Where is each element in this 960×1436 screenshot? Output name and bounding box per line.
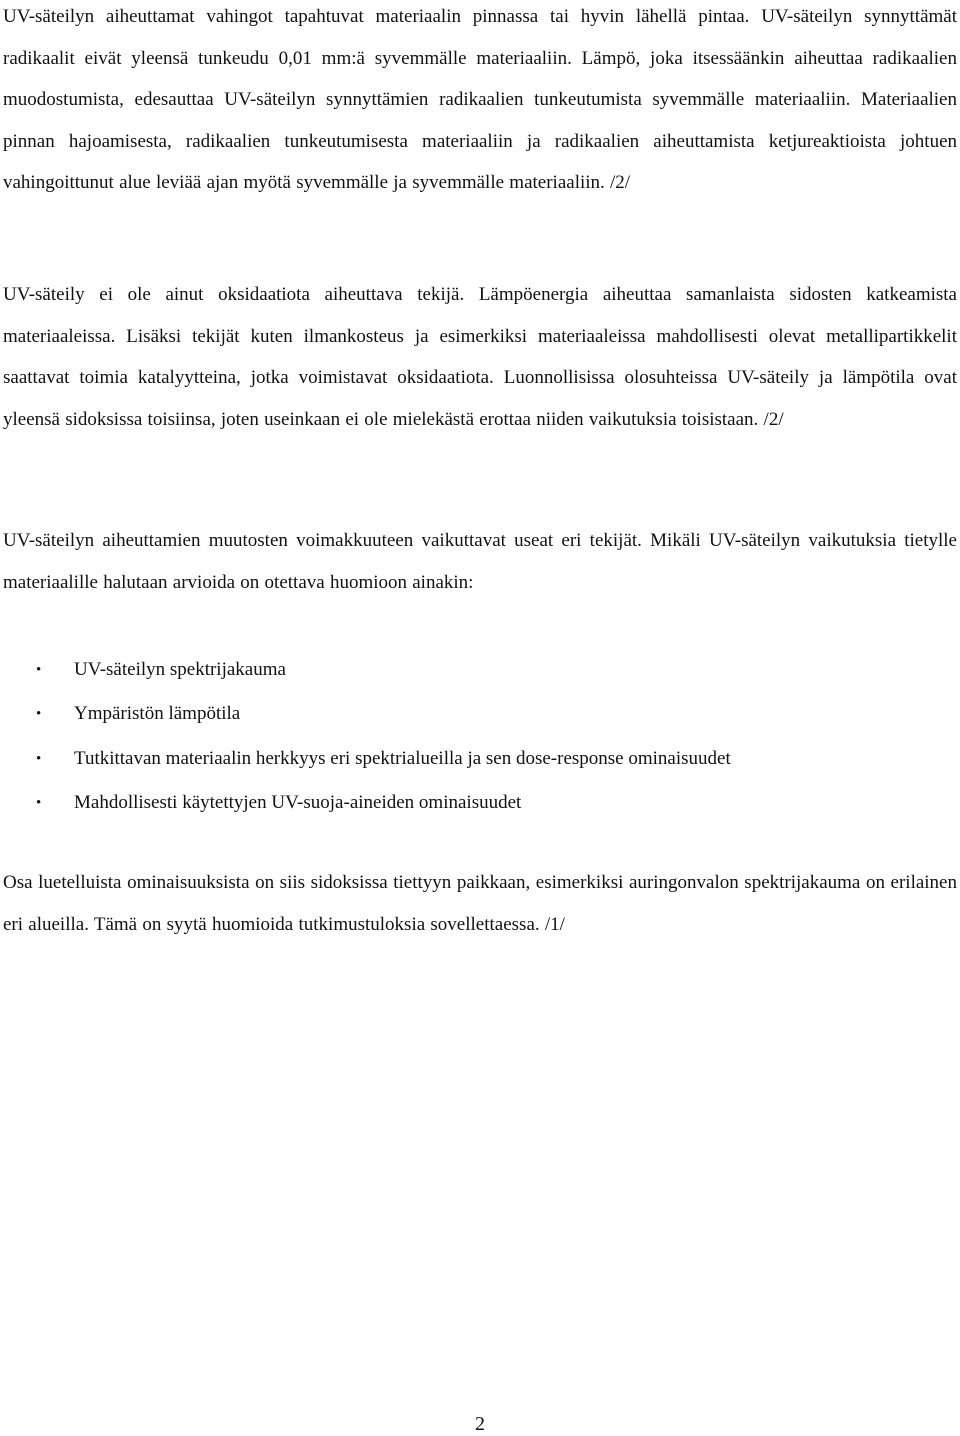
paragraph-location-note: Osa luetelluista ominaisuuksista on siis sidoksissa tiettyyn paikkaan, esimerkiksi auringonvalon spektrijakauma on erilainen eri alueilla. Tämä on syytä huomioida tutkimustuloksia sovellettaessa. /1/ [3, 872, 957, 935]
bullet-icon: • [36, 662, 42, 678]
paragraph-oxidation-factors: UV-säteily ei ole ainut oksidaatiota aiheuttava tekijä. Lämpöenergia aiheuttaa samanlaista sidosten katkeamista materiaaleissa. Lisäksi tekijät kuten ilmankosteus ja esimerkiksi materiaaleissa mahdollisesti olevat metallipartikkelit saattavat toimia katalyytteina, jotka voimistavat oksidaatiota. Luonnollisissa olosuhteissa UV-säteily ja lämpötila ovat yleensä sidoksissa toisiinsa, joten useinkaan ei ole mielekästä erottaa niiden vaikutuksia toisistaan. /2/ [3, 284, 957, 430]
list-item [0, 692, 960, 736]
page-number: 2 [475, 1413, 485, 1435]
list-item-text: Mahdollisesti käytettyjen UV-suoja-aineiden ominaisuudet [74, 791, 522, 813]
list-item [0, 648, 960, 692]
paragraph-uv-damage-surface: UV-säteilyn aiheuttamat vahingot tapahtuvat materiaalin pinnassa tai hyvin lähellä pintaa. UV-säteilyn synnyttämät radikaalit eivät yleensä tunkeudu 0,01 mm:ä syvemmälle materiaaliin. Lämpö, joka itsessäänkin aiheuttaa radikaalien muodostumista, edesauttaa UV-säteilyn synnyttämien radikaalien tunkeutumista syvemmälle materiaaliin. Materiaalien pinnan hajoamisesta, radikaalien tunkeutumisesta materiaaliin ja radikaalien aiheuttamista ketjureaktioista johtuen vahingoittunut alue leviää ajan myötä syvemmälle ja syvemmälle materiaaliin. /2/ [3, 6, 957, 193]
list-item-text: Ympäristön lämpötila [74, 703, 241, 725]
paragraph-intensity-factors: UV-säteilyn aiheuttamien muutosten voimakkuuteen vaikuttavat useat eri tekijät. Mikäli UV-säteilyn vaikutuksia tietylle materiaalille halutaan arvioida on otettava huomioon ainakin: [3, 530, 957, 593]
factor-list [0, 648, 960, 825]
list-item [0, 737, 960, 781]
bullet-icon: • [36, 706, 42, 723]
list-item-text: UV-säteilyn spektrijakauma [74, 659, 286, 680]
bullet-icon: • [36, 794, 42, 811]
bullet-icon: • [36, 750, 42, 767]
list-item-text: Tutkittavan materiaalin herkkyys eri spektrialueilla ja sen dose-response ominaisuudet [74, 747, 731, 769]
list-item [0, 781, 960, 825]
